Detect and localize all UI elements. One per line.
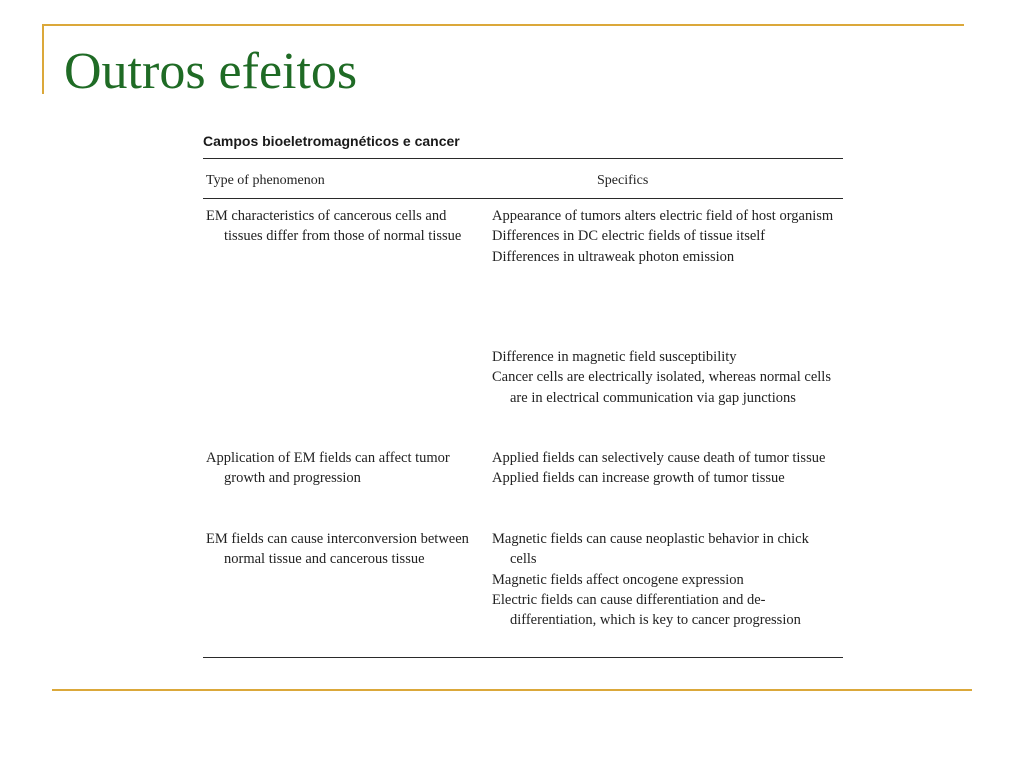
specific-item: Cancer cells are electrically isolated, whereas normal cells are in electrical communication via gap junctions xyxy=(492,369,831,406)
specific-item: Magnetic fields can cause neoplastic behavior in chick cells xyxy=(492,531,809,568)
specific-item: Applied fields can increase growth of tumor tissue xyxy=(492,470,785,487)
phenomenon-cell xyxy=(206,206,476,247)
phenomenon-text: Application of EM fields can affect tumor growth and progression xyxy=(206,450,450,487)
table-caption: Campos bioeletromagnéticos e cancer xyxy=(203,133,460,149)
specific-item: Differences in ultraweak photon emission xyxy=(492,248,735,265)
specific-item: Magnetic fields affect oncogene expression xyxy=(492,571,744,588)
phenomenon-cell xyxy=(206,448,476,489)
table-bottom-rule xyxy=(203,657,843,658)
frame-bottom-line xyxy=(52,689,972,691)
table-header-rule xyxy=(203,198,843,199)
frame-top-line xyxy=(42,24,964,26)
specifics-cell xyxy=(492,448,837,489)
specific-item: Applied fields can selectively cause death of tumor tissue xyxy=(492,450,826,466)
frame-left-line xyxy=(42,24,44,94)
specifics-cell xyxy=(492,347,837,408)
specific-item: Appearance of tumors alters electric field of host organism xyxy=(492,208,834,224)
slide-title: Outros efeitos xyxy=(64,43,358,100)
specifics-cell xyxy=(492,206,837,267)
header-specifics: Specifics xyxy=(597,173,649,188)
table-top-rule xyxy=(203,158,843,159)
header-phenomenon: Type of phenomenon xyxy=(206,173,325,188)
specific-item: Difference in magnetic field susceptibility xyxy=(492,349,737,365)
specific-item: Differences in DC electric fields of tissue itself xyxy=(492,228,766,245)
phenomenon-text: EM fields can cause interconversion between normal tissue and cancerous tissue xyxy=(206,531,469,568)
phenomenon-cell xyxy=(206,529,476,570)
phenomenon-text: EM characteristics of cancerous cells and tissues differ from those of normal tissue xyxy=(206,208,462,245)
specifics-cell xyxy=(492,529,837,630)
specific-item: Electric fields can cause differentiation and de-differentiation, which is key to cancer progression xyxy=(492,591,801,629)
